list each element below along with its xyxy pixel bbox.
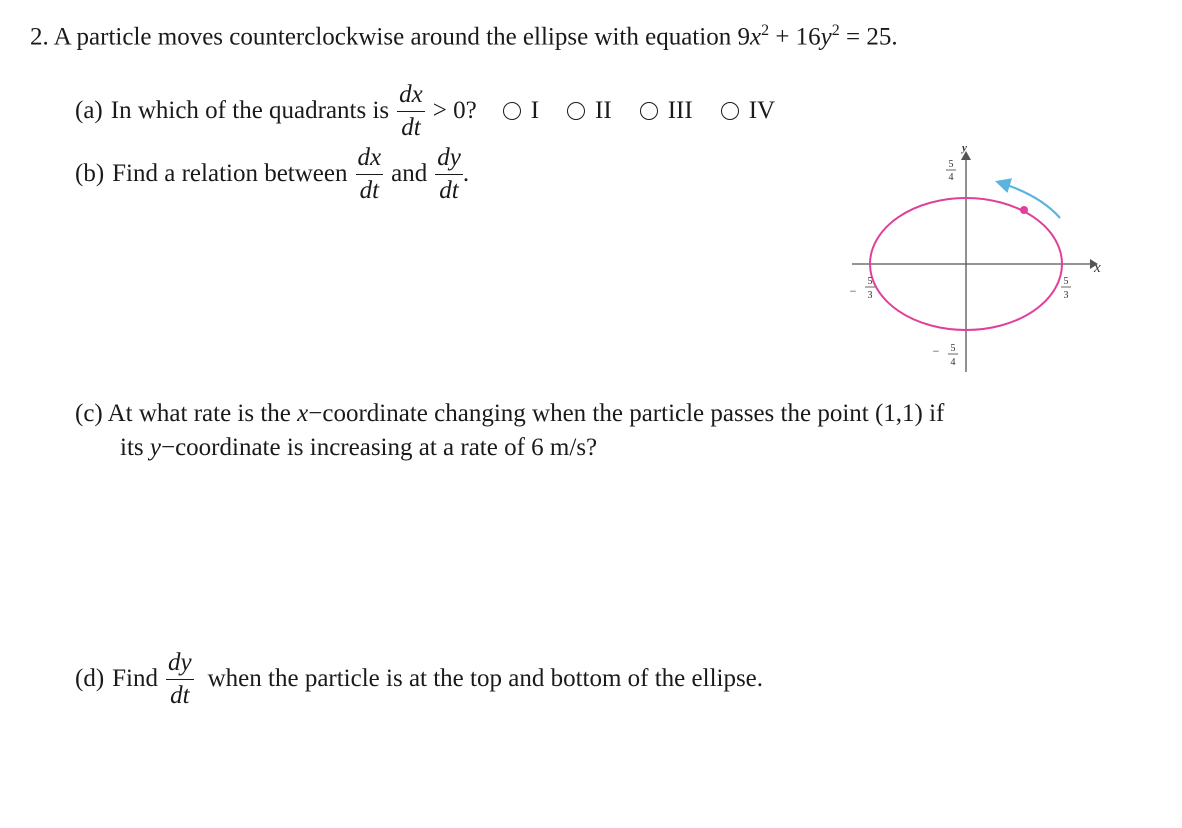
eq-exp-2: 2	[831, 22, 840, 39]
eq-var-x: x	[749, 23, 762, 51]
part-b-frac1-den: dt	[359, 177, 380, 204]
part-b-fraction-1	[356, 145, 384, 203]
label-left-sign: −	[849, 284, 857, 298]
label-right-num: 5	[1063, 276, 1069, 287]
part-a-frac-den: dt	[401, 114, 421, 141]
part-d-frac-num: dy	[166, 650, 194, 680]
part-b-and: and	[391, 160, 428, 187]
x-axis-label: x	[1094, 260, 1101, 276]
part-d-fraction	[166, 650, 194, 708]
part-d-text: Find	[112, 665, 159, 692]
problem-number: 2.	[30, 23, 49, 51]
label-bottom-num: 5	[950, 343, 956, 354]
part-c-var-y: y	[149, 434, 161, 461]
part-b-frac2-num: dy	[435, 145, 463, 175]
part-c-line2-b: −coordinate is increasing at a rate of 6 m/s?	[160, 434, 598, 461]
option-label: I	[530, 97, 540, 124]
part-a	[75, 82, 803, 140]
part-b-frac1-num: dx	[356, 145, 384, 175]
part-c-label: (c)	[75, 400, 103, 427]
y-axis-label: y	[962, 142, 967, 154]
part-a-frac-num: dx	[397, 82, 425, 112]
option-label: II	[595, 97, 612, 124]
problem-text: A particle moves counterclockwise around the ellipse with equation	[53, 23, 738, 51]
option-label: IV	[748, 97, 776, 124]
part-b-label: (b)	[75, 160, 105, 187]
label-bottom-sign: −	[932, 344, 940, 358]
radio-circle-icon[interactable]	[503, 102, 521, 120]
eq-coef-2: 16	[795, 23, 821, 51]
part-b-frac2-den: dt	[439, 177, 459, 204]
radio-circle-icon[interactable]	[567, 102, 585, 120]
part-b-text: Find a relation between	[112, 160, 348, 187]
option-quadrant-1[interactable]	[503, 97, 539, 125]
part-a-condition: > 0?	[432, 97, 477, 124]
radio-circle-icon[interactable]	[721, 102, 739, 120]
part-c-var-x: x	[297, 400, 309, 427]
eq-exp-1: 2	[761, 22, 770, 39]
part-c-line2-a: its	[120, 434, 150, 461]
label-right-den: 3	[1063, 290, 1069, 301]
label-bottom-den: 4	[950, 357, 956, 368]
problem-statement	[30, 22, 898, 51]
part-a-label: (a)	[75, 97, 103, 124]
eq-coef-1: 9	[737, 23, 750, 51]
part-d-label: (d)	[75, 665, 105, 692]
option-quadrant-4[interactable]	[721, 97, 775, 125]
particle-point	[1020, 206, 1028, 214]
eq-var-y: y	[820, 23, 832, 51]
part-c	[75, 397, 944, 465]
part-a-text: In which of the quadrants is	[110, 97, 390, 124]
label-left-num: 5	[867, 276, 873, 287]
part-d-rest: when the particle is at the top and bottom of the ellipse.	[207, 665, 764, 692]
part-b-fraction-2	[435, 145, 463, 203]
motion-arrow	[998, 182, 1060, 218]
option-quadrant-3[interactable]	[640, 97, 693, 125]
part-c-line1-b: −coordinate changing when the particle passes the point (1,1) if	[308, 400, 945, 427]
part-d-frac-den: dt	[170, 682, 190, 709]
label-top-den: 4	[948, 172, 954, 183]
ellipse-diagram	[840, 140, 1110, 385]
part-a-fraction	[397, 82, 425, 140]
option-quadrant-2[interactable]	[567, 97, 612, 125]
part-c-line1-a: At what rate is the	[107, 400, 298, 427]
option-label: III	[667, 97, 693, 124]
label-left-den: 3	[867, 290, 873, 301]
part-b-period: .	[462, 160, 470, 187]
eq-plus: +	[769, 23, 796, 51]
label-top-num: 5	[948, 159, 954, 170]
radio-circle-icon[interactable]	[640, 102, 658, 120]
eq-rhs: = 25.	[839, 23, 898, 51]
part-b	[75, 145, 469, 203]
part-d	[75, 650, 763, 708]
